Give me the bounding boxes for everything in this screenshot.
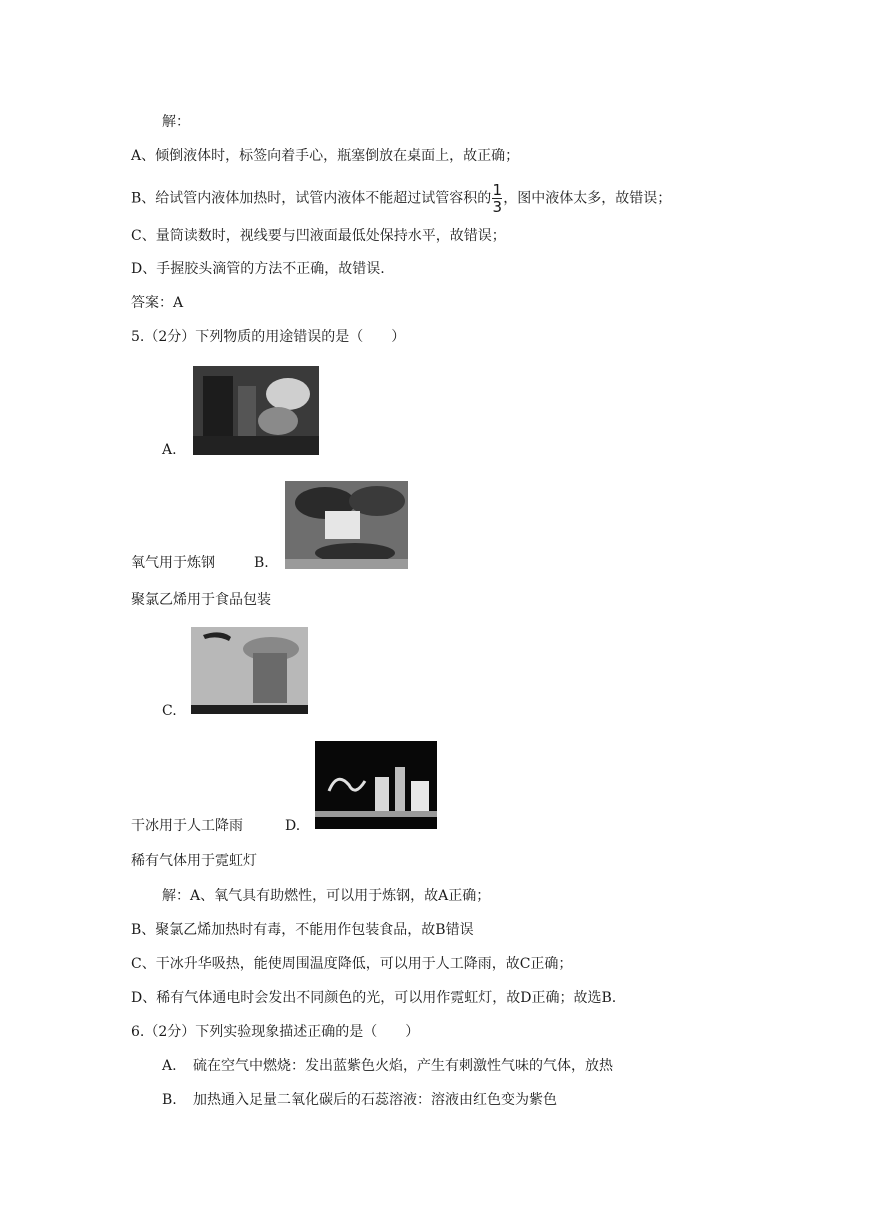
solution-line-c: C、量筒读数时，视线要与凹液面最低处保持水平，故错误； [131, 228, 506, 244]
neon-light-photo [315, 741, 437, 829]
question-5-stem: 5.（2分）下列物质的用途错误的是（ ） [131, 329, 406, 345]
steel-making-image-icon [193, 366, 319, 455]
q5-solution-b: B、聚氯乙烯加热时有毒，不能用作包装食品，故B错误 [131, 922, 474, 938]
answer-line: 答案：A [131, 295, 184, 311]
steel-making-photo [193, 366, 319, 455]
q5-solution-a: 解：A、氧气具有助燃性，可以用于炼钢，故A正确； [162, 888, 491, 904]
artificial-rain-image-icon [191, 627, 308, 714]
fraction-denominator: 3 [492, 198, 503, 216]
q5-option-b-label: B. [254, 555, 269, 571]
artificial-rain-photo [191, 627, 308, 714]
q5-option-b-caption: 聚氯乙烯用于食品包装 [131, 592, 271, 608]
neon-light-image-icon [315, 741, 437, 829]
q6-option-a-label: A. [162, 1058, 177, 1074]
solution-line-b [131, 183, 671, 214]
fraction-numerator: 1 [492, 181, 503, 199]
q5-option-a-caption: 氧气用于炼钢 [131, 555, 215, 571]
food-packaging-photo [285, 481, 408, 569]
solution-line-a: A、倾倒液体时，标签向着手心，瓶塞倒放在桌面上，故正确； [131, 148, 520, 164]
q5-option-d-caption: 稀有气体用于霓虹灯 [131, 853, 257, 869]
solution-line-b-text: B、给试管内液体加热时，试管内液体不能超过试管容积的 [131, 190, 492, 207]
q5-solution-c: C、干冰升华吸热，能使周围温度降低，可以用于人工降雨，故C正确； [131, 956, 573, 972]
q5-solution-d: D、稀有气体通电时会发出不同颜色的光，可以用作霓虹灯，故D正确；故选B. [131, 990, 617, 1006]
q5-option-d-label: D. [285, 818, 301, 834]
q5-option-a-label: A. [162, 442, 177, 458]
q6-option-b-label: B. [162, 1092, 177, 1108]
q5-option-c-caption: 干冰用于人工降雨 [131, 818, 243, 834]
food-packaging-image-icon [285, 481, 408, 569]
solution-line-d: D、手握胶头滴管的方法不正确，故错误. [131, 261, 385, 277]
q5-option-c-label: C. [162, 703, 177, 719]
fraction-one-third [492, 183, 502, 214]
q6-option-a-text: 硫在空气中燃烧：发出蓝紫色火焰，产生有刺激性气味的气体，放热 [193, 1058, 613, 1074]
solution-heading: 解： [162, 114, 190, 130]
q6-option-b-text: 加热通入足量二氧化碳后的石蕊溶液：溶液由红色变为紫色 [193, 1092, 557, 1108]
question-6-stem: 6.（2分）下列实验现象描述正确的是（ ） [131, 1024, 420, 1040]
solution-line-b-tail: ，图中液体太多，故错误； [503, 190, 672, 207]
